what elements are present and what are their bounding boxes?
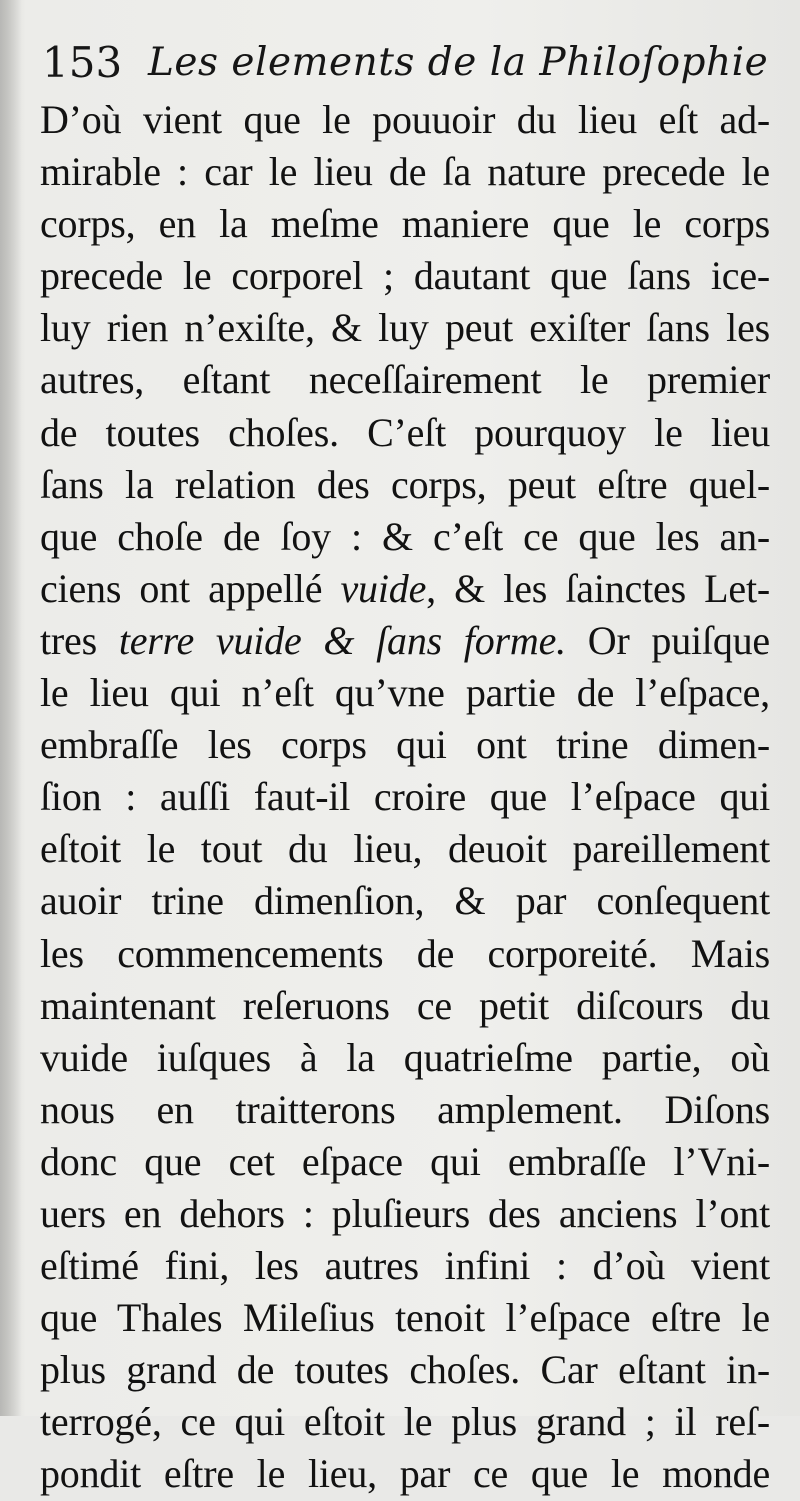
text-line: precede le corporel ; dautant que ſans ice-: [40, 253, 770, 299]
text-segment: , & les ſainctes Let-: [426, 565, 770, 611]
text-line: embraſſe les corps qui ont trine dimen-: [40, 722, 770, 768]
text-segment: tres: [40, 617, 97, 663]
text-line: nous en traitterons amplement. Diſons: [40, 1086, 770, 1132]
text-line: autres, eſtant neceſſairement le premier: [40, 357, 770, 403]
text-line: corps, en la meſme maniere que le corps: [40, 201, 770, 247]
page-number: 153: [42, 38, 123, 87]
text-line: maintenant reſeruons ce petit diſcours du: [40, 982, 770, 1028]
text-line: les commencements de corporeité. Mais: [40, 930, 770, 976]
text-line: uers en dehors : pluſieurs des anciens l’ont: [40, 1190, 770, 1236]
italic-phrase: terre vuide & ſans forme.: [118, 617, 566, 663]
text-line: mirable : car le lieu de ſa nature precede le: [40, 149, 770, 195]
text-line: auoir trine dimenſion, & par conſequent: [40, 878, 770, 924]
text-line: pondit eſtre le lieu, par ce que le monde: [40, 1451, 770, 1497]
text-line-mixed: [40, 563, 770, 615]
text-line-mixed: [40, 615, 770, 667]
text-line: que choſe de ſoy : & c’eſt ce que les an-: [40, 513, 770, 559]
body-text: [40, 94, 770, 1501]
text-line: le lieu qui n’eſt qu’vne partie de l’eſpace,: [40, 670, 770, 716]
text-line: D’où vient que le pouuoir du lieu eſt ad-: [40, 97, 770, 142]
running-title: Les elements de la Philoſophie: [148, 40, 769, 85]
text-segment: ciens ont appellé: [40, 565, 323, 611]
running-head: [36, 38, 769, 88]
text-line: luy rien n’exiſte, & luy peut exiſter ſans les: [40, 305, 770, 351]
text-line: vuide iuſques à la quatrieſme partie, où: [40, 1034, 770, 1080]
text-line: terrogé, ce qui eſtoit le plus grand ; il reſ-: [40, 1399, 770, 1445]
text-line: eſtimé fini, les autres infini : d’où vient: [40, 1243, 770, 1289]
text-line: que Thales Mileſius tenoit l’eſpace eſtre le: [40, 1295, 770, 1341]
text-segment: Or puiſque: [565, 617, 770, 663]
text-line: donc que cet eſpace qui embraſſe l’Vni-: [40, 1138, 770, 1184]
text-line: ſans la relation des corps, peut eſtre quel-: [40, 461, 770, 507]
text-line: plus grand de toutes choſes. Car eſtant in-: [40, 1347, 770, 1393]
italic-term: vuide: [340, 565, 427, 611]
text-line: eſtoit le tout du lieu, deuoit pareillement: [40, 826, 770, 872]
text-line: ſion : auſſi faut-il croire que l’eſpace qui: [40, 774, 770, 820]
text-line: de toutes choſes. C’eſt pourquoy le lieu: [40, 409, 770, 455]
